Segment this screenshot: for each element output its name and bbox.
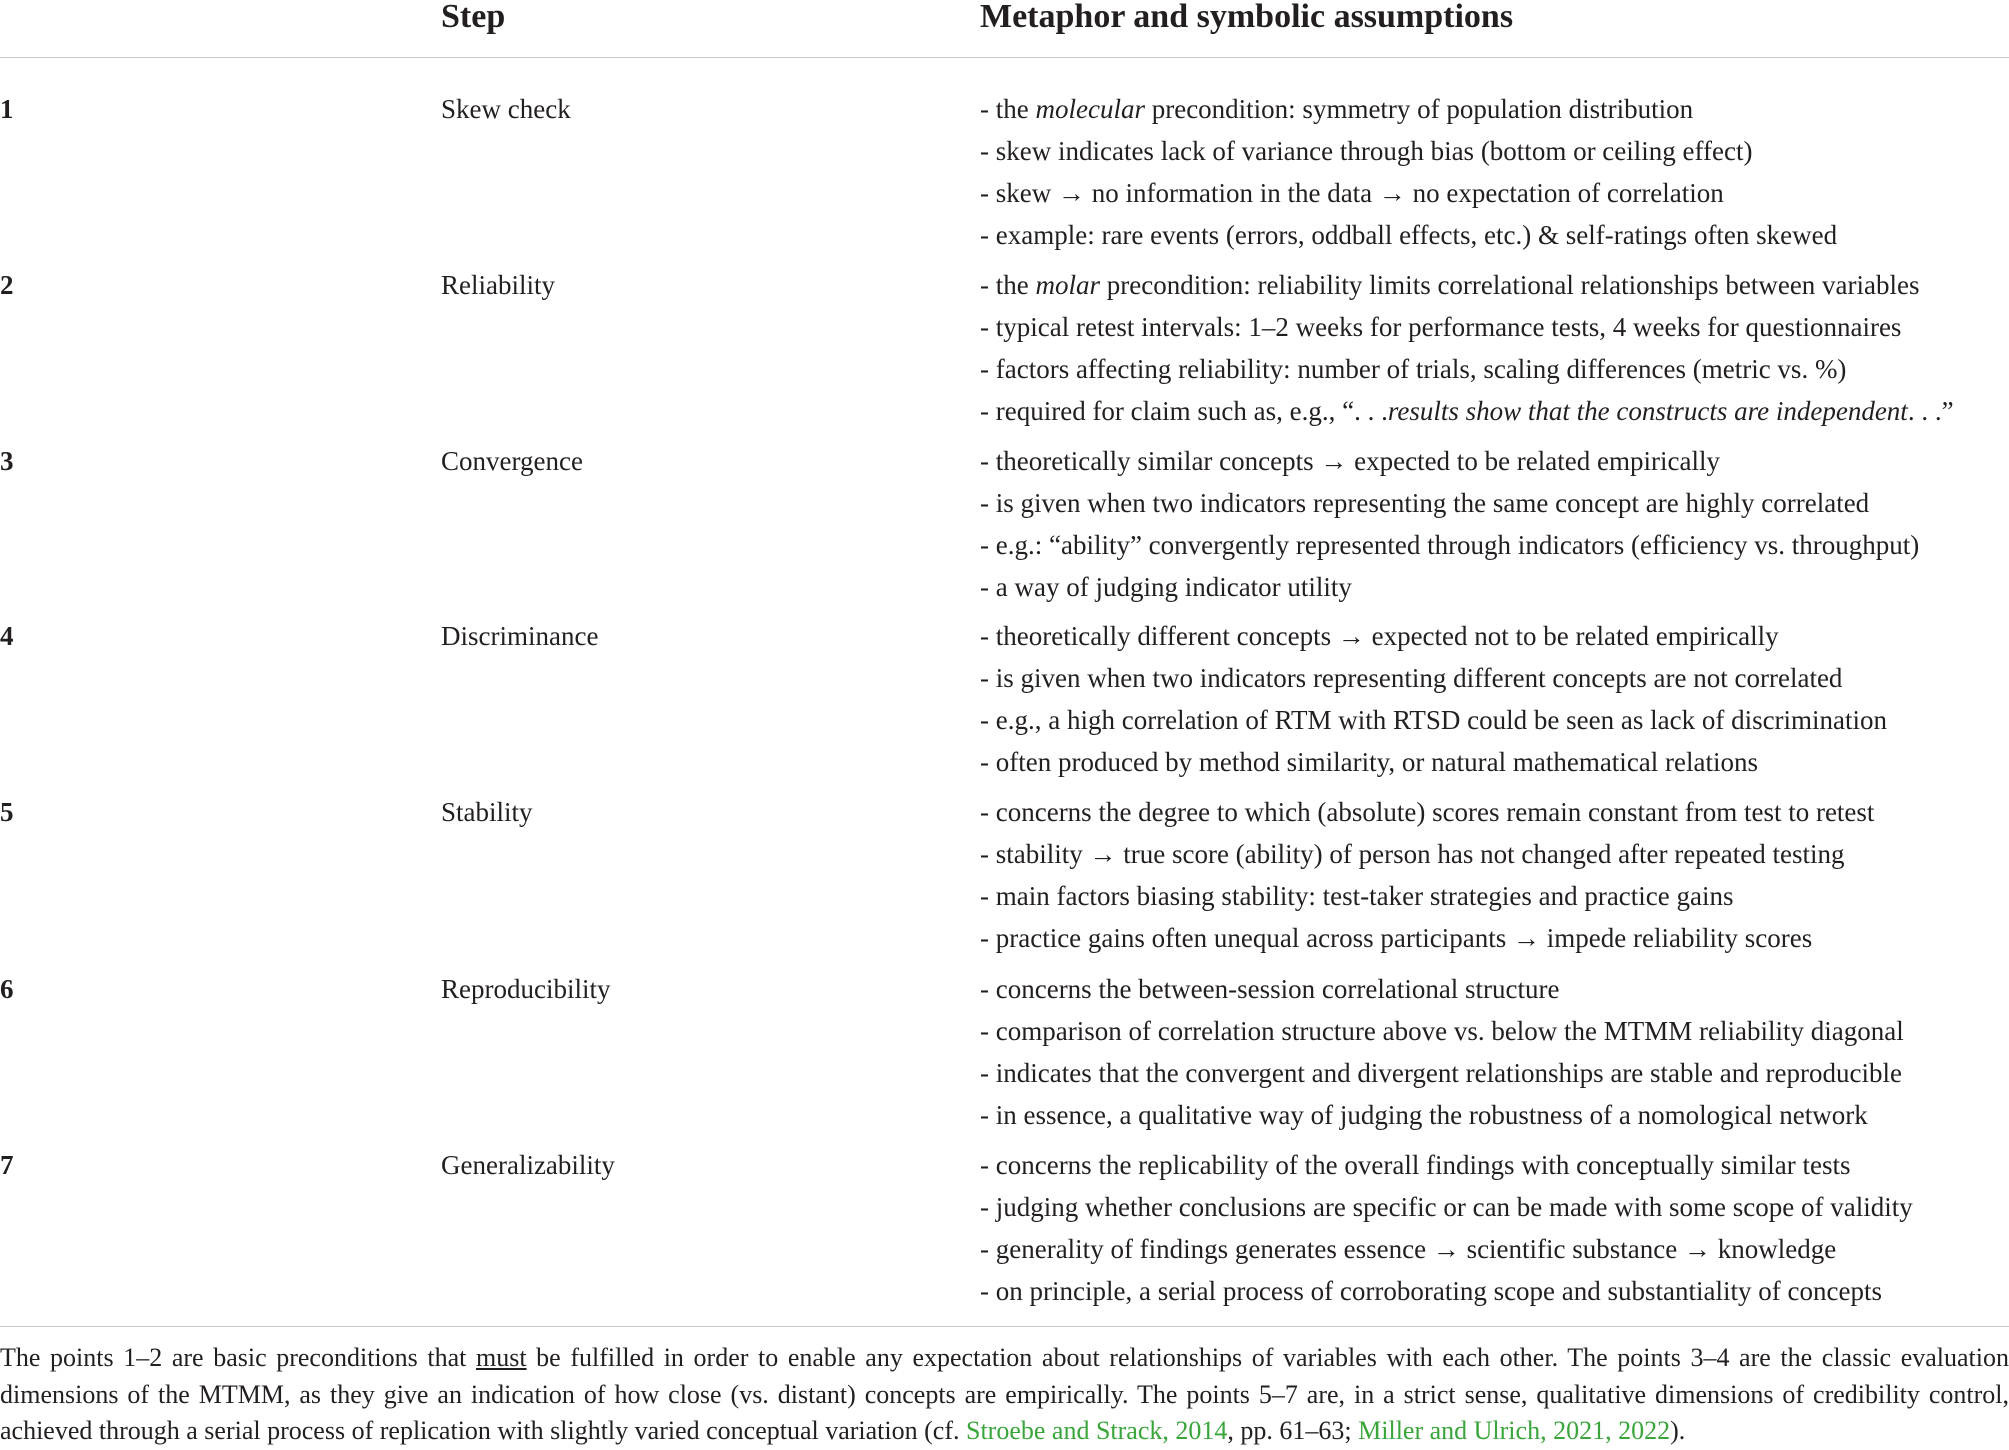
row-step: Reliability [441, 270, 555, 300]
table-footnote [0, 1340, 2009, 1450]
assumption-line [980, 968, 1904, 1010]
row-assumptions [980, 1144, 1913, 1312]
assumption-line [980, 88, 1837, 130]
footer-divider [0, 1326, 2009, 1327]
assumption-emphasis: molecular [1035, 94, 1145, 124]
assumption-text: - factors affecting reliability: number of trials, scaling differences (metric vs. %) [980, 354, 1847, 384]
assumption-text: - required for claim such as, e.g., “. . . [980, 396, 1388, 426]
header-step: Step [441, 0, 506, 35]
assumption-text: - skew → no information in the data → no expectation of correlation [980, 178, 1724, 208]
assumption-text: - on principle, a serial process of corroborating scope and substantiality of concepts [980, 1276, 1882, 1306]
assumption-text: - concerns the between-session correlational structure [980, 974, 1560, 1004]
assumption-line [980, 875, 1874, 917]
assumption-text: - comparison of correlation structure above vs. below the MTMM reliability diagonal [980, 1016, 1904, 1046]
row-number: 3 [0, 446, 14, 476]
footnote-text: , pp. 61–63; [1227, 1416, 1359, 1446]
row-assumptions [980, 264, 1954, 432]
assumption-line [980, 482, 1919, 524]
assumption-text: - a way of judging indicator utility [980, 572, 1352, 602]
assumption-line [980, 264, 1954, 306]
footnote-text: ). [1670, 1416, 1686, 1446]
assumption-line [980, 214, 1837, 256]
row-step: Reproducibility [441, 974, 611, 1004]
assumption-emphasis: molar [1035, 270, 1100, 300]
assumption-text: - theoretically different concepts → expected not to be related empirically [980, 621, 1779, 651]
assumption-text: - is given when two indicators representing the same concept are highly correlated [980, 488, 1870, 518]
assumption-line [980, 791, 1874, 833]
assumption-line [980, 1010, 1904, 1052]
assumption-text: . . .” [1907, 396, 1954, 426]
assumption-text: - typical retest intervals: 1–2 weeks for performance tests, 4 weeks for questionnaires [980, 312, 1902, 342]
assumption-line [980, 615, 1887, 657]
assumption-line [980, 440, 1919, 482]
assumption-line [980, 348, 1954, 390]
assumption-text: - the [980, 94, 1036, 124]
row-assumptions [980, 791, 1874, 959]
row-assumptions [980, 88, 1837, 256]
assumption-line [980, 1228, 1913, 1270]
assumption-line [980, 1094, 1904, 1136]
assumption-line [980, 172, 1837, 214]
assumption-text: - e.g., a high correlation of RTM with RTSD could be seen as lack of discrimination [980, 705, 1888, 735]
assumption-text: - concerns the replicability of the overall findings with conceptually similar tests [980, 1150, 1851, 1180]
assumption-line [980, 833, 1874, 875]
row-assumptions [980, 615, 1887, 783]
assumption-line [980, 1270, 1913, 1312]
row-assumptions [980, 968, 1904, 1136]
assumption-text: - theoretically similar concepts → expected to be related empirically [980, 446, 1720, 476]
row-step: Discriminance [441, 621, 599, 651]
assumption-text: - often produced by method similarity, or natural mathematical relations [980, 747, 1759, 777]
row-number: 7 [0, 1150, 14, 1180]
row-assumptions [980, 440, 1919, 608]
assumption-text: - indicates that the convergent and divergent relationships are stable and reproducible [980, 1058, 1902, 1088]
row-step: Skew check [441, 94, 571, 124]
row-step: Generalizability [441, 1150, 615, 1180]
table-header [0, 0, 2009, 58]
assumption-line [980, 1052, 1904, 1094]
assumption-line [980, 306, 1954, 348]
assumption-text: - judging whether conclusions are specific or can be made with some scope of validity [980, 1192, 1913, 1222]
row-number: 1 [0, 94, 14, 124]
footnote-must: must [475, 1343, 527, 1372]
row-step: Stability [441, 797, 533, 827]
assumption-text: precondition: reliability limits correlational relationships between variables [1100, 270, 1920, 300]
assumption-line [980, 524, 1919, 566]
assumption-line [980, 390, 1954, 432]
row-number: 2 [0, 270, 14, 300]
assumption-text: - main factors biasing stability: test-taker strategies and practice gains [980, 881, 1734, 911]
row-step: Convergence [441, 446, 583, 476]
assumption-line [980, 566, 1919, 608]
citation-link-miller[interactable]: Miller and Ulrich, 2021, 2022 [1358, 1416, 1671, 1446]
assumption-text: - practice gains often unequal across participants → impede reliability scores [980, 923, 1813, 953]
assumption-text: - in essence, a qualitative way of judging the robustness of a nomological network [980, 1100, 1868, 1130]
header-assumptions: Metaphor and symbolic assumptions [980, 0, 1514, 35]
assumption-text: - concerns the degree to which (absolute) scores remain constant from test to retest [980, 797, 1875, 827]
assumption-line [980, 741, 1887, 783]
assumption-line [980, 699, 1887, 741]
assumption-text: - is given when two indicators representing different concepts are not correlated [980, 663, 1843, 693]
row-number: 4 [0, 621, 14, 651]
assumption-emphasis: results show that the constructs are independent [1387, 396, 1908, 426]
assumption-text: - example: rare events (errors, oddball effects, etc.) & self-ratings often skewed [980, 220, 1838, 250]
assumption-text: - stability → true score (ability) of person has not changed after repeated testing [980, 839, 1845, 869]
assumption-line [980, 130, 1837, 172]
assumption-text: precondition: symmetry of population distribution [1144, 94, 1694, 124]
row-number: 6 [0, 974, 14, 1004]
citation-link-stroebe[interactable]: Stroebe and Strack, 2014 [966, 1416, 1228, 1446]
assumption-text: - skew indicates lack of variance through bias (bottom or ceiling effect) [980, 136, 1753, 166]
assumption-line [980, 1144, 1913, 1186]
assumption-text: - generality of findings generates essence → scientific substance → knowledge [980, 1234, 1837, 1264]
assumption-text: - the [980, 270, 1036, 300]
row-number: 5 [0, 797, 14, 827]
assumption-line [980, 1186, 1913, 1228]
assumption-text: - e.g.: “ability” convergently represented through indicators (efficiency vs. throughput) [980, 530, 1920, 560]
assumption-line [980, 657, 1887, 699]
header-divider [0, 57, 2009, 58]
footnote-text: be fulfilled in order to enable any expectation about relationships of variables with each other. The points 3–4 are the classic evaluation dimensions of the MTMM, as they give an indication of how close (vs. distant) concepts are empirically. The points 5–7 are, in a strict sense, qualitative dimensions of credibility control, achieved through a serial process of replication with slightly varied conceptual variation (cf. [0, 1343, 2009, 1446]
footnote-text: The points 1–2 are basic preconditions that [0, 1343, 476, 1372]
assumption-line [980, 917, 1874, 959]
